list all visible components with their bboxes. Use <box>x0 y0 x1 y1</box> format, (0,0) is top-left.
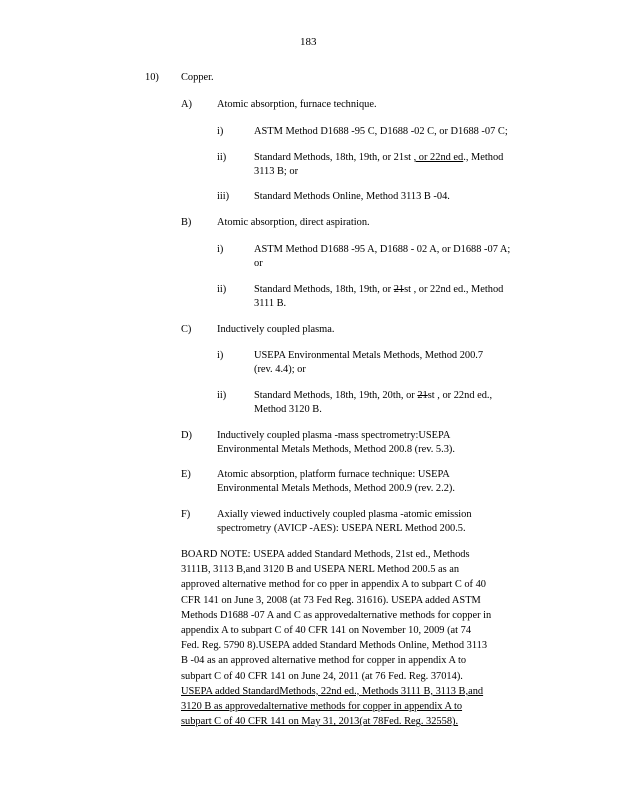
item-b-i-line1: ASTM Method D1688 -95 A, D1688 - 02 A, or D1688 -07 A; <box>254 244 511 255</box>
item-b-ii-line2: 3111 B. <box>254 298 287 309</box>
item-b-label: B) <box>181 217 192 228</box>
board-note <box>181 547 546 729</box>
item-f-line1: Axially viewed inductively coupled plasma -atomic emission <box>217 509 472 520</box>
item-b-ii-label: ii) <box>217 284 227 295</box>
item-b-i-label: i) <box>217 244 224 255</box>
item-b-title: Atomic absorption, direct aspiration. <box>217 217 370 228</box>
item-a-i-text: ASTM Method D1688 -95 C, D1688 -02 C, or D1688 -07 C; <box>254 126 508 137</box>
item-a-iii-label: iii) <box>217 191 230 202</box>
item-a-ii-line1 <box>254 151 503 165</box>
item-a-ii-line1-a: Standard Methods, 18th, 19th, or 21st <box>254 152 414 163</box>
board-note-inserted-line: USEPA added StandardMethods, 22nd ed., Methods 3111 B, 3113 B,and <box>181 685 484 697</box>
section-title: Copper. <box>181 72 214 83</box>
item-d-line2: Environmental Metals Methods, Method 200.8 (rev. 5.3). <box>217 444 455 455</box>
item-b-ii-line1-struck: 21 <box>393 284 405 295</box>
item-c-label: C) <box>181 324 192 335</box>
item-c-ii-line1-a: Standard Methods, 18th, 19th, 20th, or <box>254 390 418 401</box>
item-c-title: Inductively coupled plasma. <box>217 324 335 335</box>
item-c-i-line1: USEPA Environmental Metals Methods, Method 200.7 <box>254 350 484 361</box>
item-b-ii-line1 <box>254 283 503 297</box>
board-note-inserted-line: subpart C of 40 CFR 141 on May 31, 2013(at 78Fed. Reg. 32558). <box>181 716 459 728</box>
item-d-label: D) <box>181 430 192 441</box>
item-f-line2: spectrometry (AVICP -AES): USEPA NERL Method 200.5. <box>217 523 466 534</box>
item-a-ii-line1-inserted: , or 22nd ed <box>413 152 464 163</box>
item-a-i-label: i) <box>217 126 224 137</box>
item-a-ii-label: ii) <box>217 152 227 163</box>
item-e-line1: Atomic absorption, platform furnace technique: USEPA <box>217 469 450 480</box>
board-note-inserted-line: 3120 B as approvedalternative methods for copper in appendix A to <box>181 701 463 713</box>
item-c-ii-line1-b: st , or 22nd ed., <box>427 390 493 401</box>
item-c-i-line2: (rev. 4.4); or <box>254 364 306 375</box>
board-note-line: Methods D1688 -07 A and C as approvedalternative methods for copper in <box>181 609 492 621</box>
item-b-ii-line1-b: st , or 22nd ed., Method <box>404 284 504 295</box>
board-note-line: B -04 as an approved alternative method for copper in appendix A to <box>181 655 467 667</box>
item-c-ii-label: ii) <box>217 390 227 401</box>
item-e-label: E) <box>181 469 191 480</box>
board-note-line: approved alternative method for co pper in appendix A to subpart C of 40 <box>181 579 487 591</box>
item-e-line2: Environmental Metals Methods, Method 200.9 (rev. 2.2). <box>217 483 455 494</box>
item-c-ii-line1 <box>254 389 492 403</box>
item-d-line1: Inductively coupled plasma -mass spectrometry:USEPA <box>217 430 451 441</box>
item-f-label: F) <box>181 509 191 520</box>
board-note-line: 3111B, 3113 B,and 3120 B and USEPA NERL Method 200.5 as an <box>181 564 460 576</box>
page-number: 183 <box>300 36 317 48</box>
item-a-title: Atomic absorption, furnace technique. <box>217 99 377 110</box>
board-note-line: BOARD NOTE: USEPA added Standard Methods, 21st ed., Methods <box>181 549 470 560</box>
item-b-ii-line1-a: Standard Methods, 18th, 19th, or <box>254 284 394 295</box>
section-number: 10) <box>145 72 159 83</box>
item-c-ii-line2: Method 3120 B. <box>254 404 322 415</box>
item-c-i-label: i) <box>217 350 224 361</box>
board-note-line: appendix A to subpart C of 40 CFR 141 on November 10, 2009 (at 74 <box>181 625 472 637</box>
board-note-line: subpart C of 40 CFR 141 on June 24, 2011 (at 76 Fed. Reg. 37014). <box>181 670 463 682</box>
board-note-line: Fed. Reg. 5790 8).USEPA added Standard Methods Online, Method 3113 <box>181 640 488 652</box>
board-note-line: CFR 141 on June 3, 2008 (at 73 Fed Reg. 31616). USEPA added ASTM <box>181 594 481 606</box>
item-b-i-line2: or <box>254 258 263 269</box>
item-a-ii-line2: 3113 B; or <box>254 166 299 177</box>
item-c-ii-line1-struck: 21 <box>417 390 428 401</box>
item-a-ii-line1-c: ., Method <box>463 152 504 163</box>
item-a-label: A) <box>181 99 192 110</box>
item-a-iii-text: Standard Methods Online, Method 3113 B -04. <box>254 191 450 202</box>
